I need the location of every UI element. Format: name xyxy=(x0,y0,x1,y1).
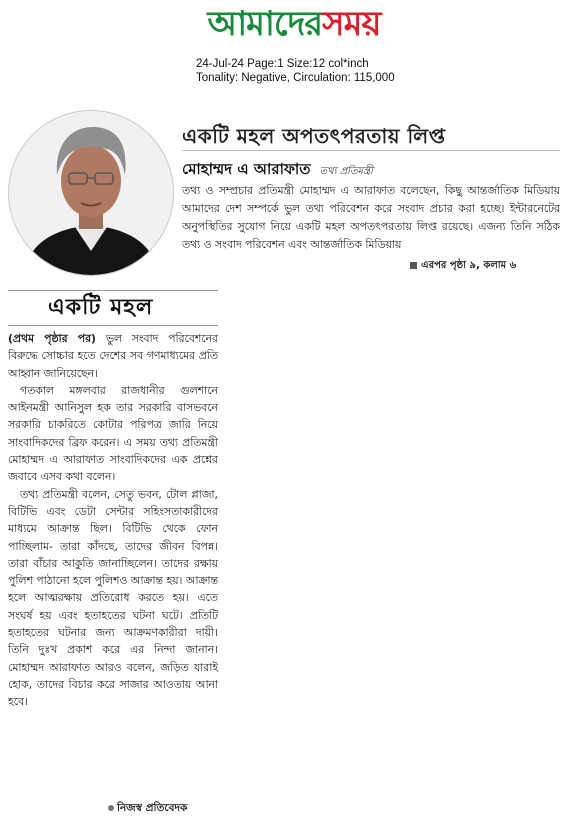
minister-portrait xyxy=(8,110,174,276)
paragraph-1-text: ভুল সংবাদ পরিবেশনের বিরুদ্ধে সোচ্চার হতে দেশের সব গণমাধ্যমের প্রতি আহ্বান জানিয়েছেন। xyxy=(8,332,218,380)
masthead-part2: সময় xyxy=(322,4,381,44)
newspaper-masthead xyxy=(0,2,588,46)
headline-divider xyxy=(182,150,560,151)
continuation-body xyxy=(8,330,218,711)
byline-role: তথ্য প্রতিমন্ত্রী xyxy=(319,166,373,177)
clipping-meta-line1: 24-Jul-24 Page:1 Size:12 col*inch xyxy=(196,58,369,70)
continued-from-label: (প্রথম পৃষ্ঠার পর) xyxy=(8,332,96,345)
reporter-credit xyxy=(108,801,187,818)
bullet-dot-icon xyxy=(108,805,114,811)
byline-name: মোহাম্মদ এ আরাফাত xyxy=(182,160,311,178)
article-headline: একটি মহল অপতৎপরতায় লিপ্ত xyxy=(182,124,446,148)
continuation-divider xyxy=(8,325,218,326)
jump-text: এরপর পৃষ্ঠা ৯, কলাম ৬ xyxy=(421,260,517,271)
credit-text: নিজস্ব প্রতিবেদক xyxy=(117,802,188,814)
clipping-meta-line2: Tonality: Negative, Circulation: 115,000 xyxy=(196,72,395,84)
clipping-meta xyxy=(196,57,395,85)
article-byline xyxy=(182,158,373,183)
lead-paragraph: তথ্য ও সম্প্রচার প্রতিমন্ত্রী মোহাম্মদ এ আরাফাত বলেছেন, কিছু আন্তর্জাতিক মিডিয়ায় আমাদের দেশ সম্পর্কে ভুল তথ্য পরিবেশন করে সংবাদ প্রচার করা হচ্ছে। ইন্টারনেটের অনুপস্থিতির সুযোগ নিয়ে একটি মহল অপতৎপরতায় লিপ্ত রয়েছে। এজন্য তিনি সঠিক তথ্য ও সংবাদ পরিবেশন এবং আন্তর্জাতিক মিডিয়ায় xyxy=(182,184,560,251)
continuation-paragraph-2: গতকাল মঙ্গলবার রাজধানীর গুলশানে আইনমন্ত্রী আনিসুল হক তার সরকারি বাসভবনে সরকারি চাকরিতে কোটার পরিপত্র জারি নিয়ে সাংবাদিকদের ব্রিফ করেন। এ সময় তথ্য প্রতিমন্ত্রী মোহাম্মদ এ আরাফাত সাংবাদিকদের এক প্রশ্নের জবাবে এসব কথা বলেন। xyxy=(8,383,218,484)
continuation-paragraph-3: তথ্য প্রতিমন্ত্রী বলেন, সেতু ভবন, টোল প্লাজা, বিটিভি এবং ডেটা সেন্টার সহিংসতাকারীদের মাধ্যমে আক্রান্ত ছিল। বিটিভি থেকে ফোন পাচ্ছিলাম- তারা কাঁদছে, তাদের জীবন বিপন্ন। তারা বাঁচার আকুতি জানাচ্ছিলেন। তাদের রক্ষায় পুলিশ পাঠানো হলে পুলিশও আক্রান্ত হয়। আক্রান্ত হলে আত্মরক্ষায় প্রতিরোধ করতে হয়। এতে সংঘর্ষ হয় এবং হতাহতের ঘটনা ঘটে। প্রতিটি হতাহতের ঘটনার জন্য আক্রমণকারীরা দায়ী। তিনি দুঃখ প্রকাশ করে এর নিন্দা জানান। মোহাম্মদ আরাফাত আরও বলেন, জড়িত যারাই হোক, তাদের বিচার করে সাজার আওতায় আনা হবে। xyxy=(8,487,218,709)
portrait-image xyxy=(9,111,173,275)
article-lead xyxy=(182,182,560,254)
continuation-title: একটি মহল xyxy=(48,295,154,320)
continued-on-reference xyxy=(410,258,516,275)
square-bullet-icon xyxy=(410,262,417,269)
continuation-column xyxy=(8,290,218,711)
masthead-part1: আমাদের xyxy=(207,4,323,44)
continuation-paragraph-1 xyxy=(8,330,218,382)
